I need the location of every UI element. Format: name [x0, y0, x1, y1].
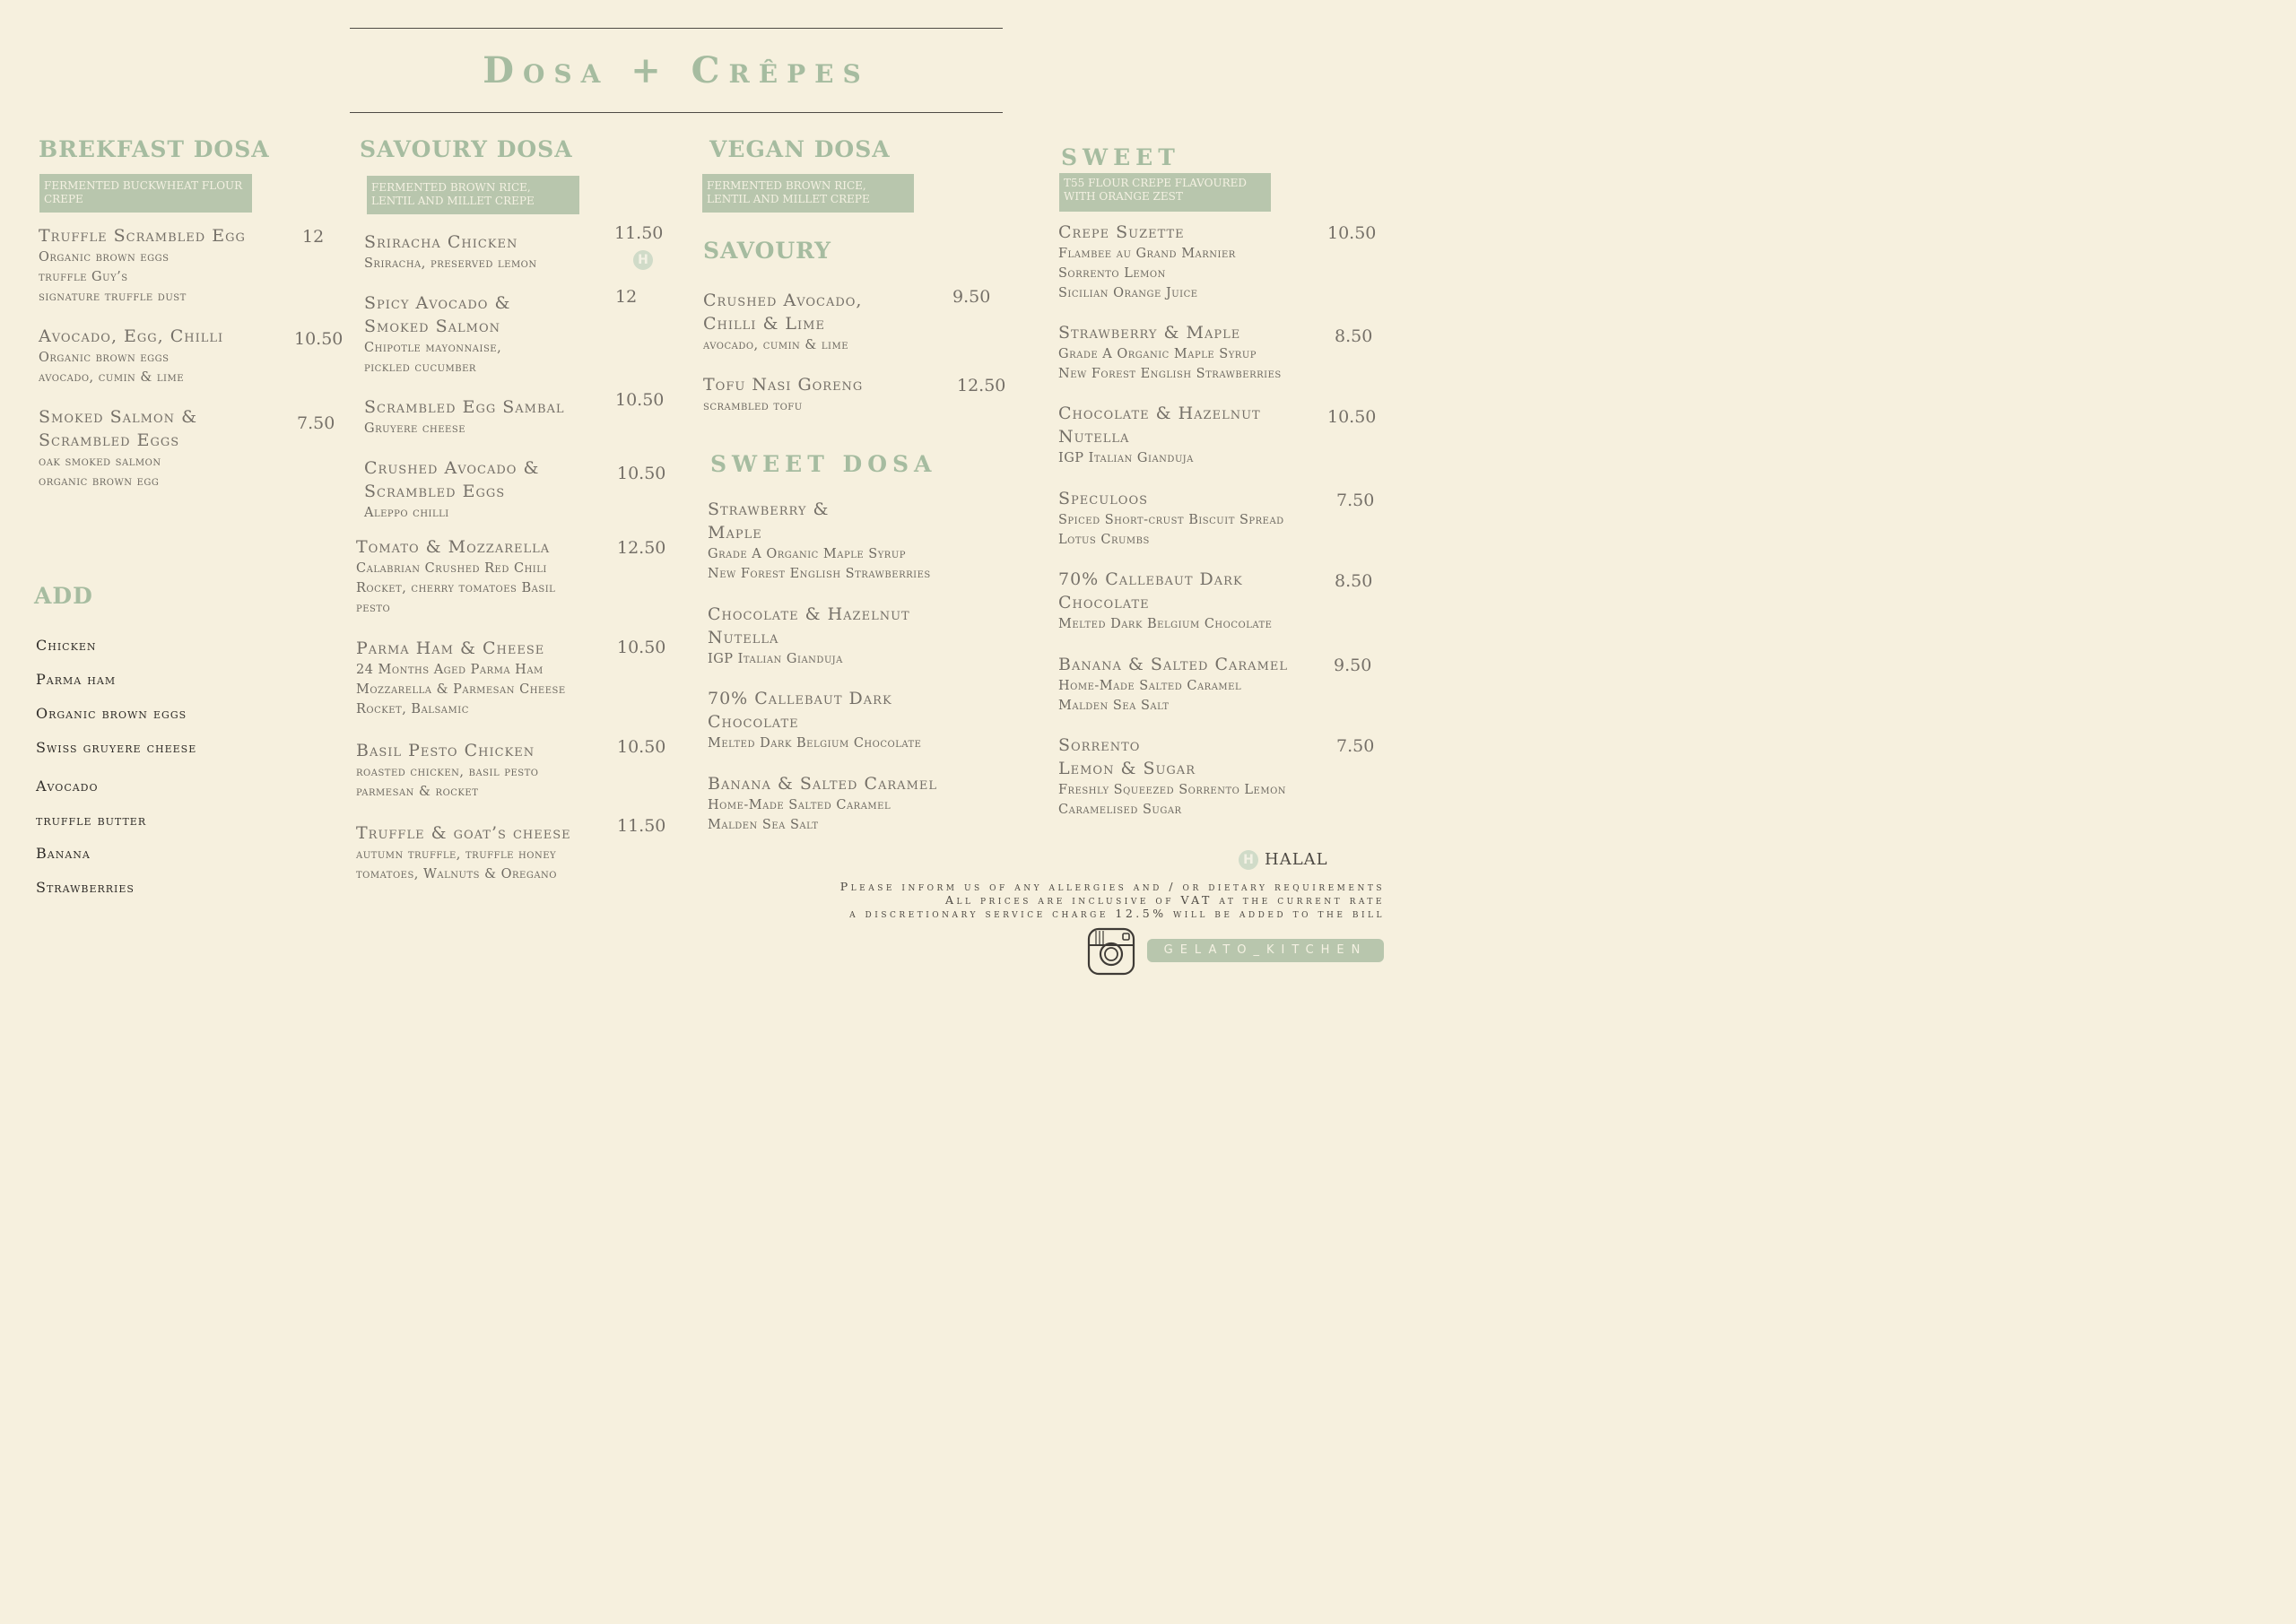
menu-item: [708, 498, 995, 584]
menu-item: [1058, 653, 1336, 716]
menu-item: [356, 821, 612, 884]
item-name: Smoked Salmon & Scrambled Eggs: [39, 407, 197, 450]
title-rule-bottom: [350, 112, 1003, 113]
item-description: oak smoked salmon organic brown egg: [39, 455, 161, 489]
menu-item: [356, 739, 612, 802]
halal-label: HALAL: [1265, 850, 1328, 869]
item-price: 7.50: [297, 413, 335, 433]
item-description: 24 Months Aged Parma Ham Mozzarella & Parmesan Cheese Rocket, Balsamic: [356, 663, 566, 716]
item-name: Truffle Scrambled Egg: [39, 226, 246, 246]
item-description: Freshly Squeezed Sorrento Lemon Caramelised Sugar: [1058, 783, 1287, 817]
menu-item: [39, 325, 294, 387]
item-name: Strawberry & Maple: [708, 499, 830, 543]
sweet-badge: T55 FLOUR CREPE FLAVOURED WITH ORANGE ZEST: [1059, 173, 1271, 212]
note-line: a discretionary service charge 12.5% will be added to the bill: [849, 907, 1385, 920]
item-name: Avocado, Egg, Chilli: [39, 326, 224, 346]
item-description: IGP Italian Gianduja: [708, 652, 843, 666]
menu-item: [356, 637, 612, 719]
item-description: IGP Italian Gianduja: [1058, 451, 1194, 465]
item-price: 10.50: [617, 737, 666, 757]
item-name: Truffle & goat’s cheese: [356, 823, 571, 843]
sweet-dosa-title: SWEET DOSA: [710, 451, 937, 477]
item-description: Home-Made Salted Caramel Malden Sea Salt: [1058, 679, 1242, 713]
item-name: 70% Callebaut Dark Chocolate: [1058, 569, 1243, 612]
halal-icon: H: [1239, 850, 1258, 870]
item-price: 12: [302, 227, 325, 247]
item-description: Grade A Organic Maple Syrup New Forest English Strawberries: [708, 547, 931, 581]
item-price: 10.50: [294, 329, 344, 349]
savoury-title: SAVOURY DOSA: [360, 136, 573, 162]
item-name: Tofu Nasi Goreng: [703, 375, 864, 395]
menu-item: [364, 395, 611, 439]
add-item: Banana: [36, 845, 91, 862]
add-item: Parma ham: [36, 671, 117, 688]
item-name: Chocolate & Hazelnut Nutella: [708, 604, 910, 647]
item-name: Parma Ham & Cheese: [356, 638, 545, 658]
item-price: 10.50: [1327, 223, 1377, 243]
item-price: 7.50: [1336, 736, 1375, 756]
item-name: Sorrento Lemon & Sugar: [1058, 735, 1196, 778]
breakfast-title: BREKFAST DOSA: [39, 136, 270, 162]
breakfast-badge: FERMENTED BUCKWHEAT FLOUR CREPE: [39, 174, 252, 213]
halal-icon: H: [633, 250, 653, 270]
item-price: 10.50: [1327, 407, 1377, 427]
savoury-badge: FERMENTED BROWN RICE, LENTIL AND MILLET CREPE: [367, 176, 579, 214]
item-description: Spiced Short-crust Biscuit Spread Lotus Crumbs: [1058, 513, 1284, 547]
instagram-icon[interactable]: [1087, 927, 1135, 976]
add-title: ADD: [34, 583, 93, 609]
menu-item: [356, 535, 612, 618]
item-description: autumn truffle, truffle honey tomatoes, Walnuts & Oregano: [356, 847, 557, 881]
add-item: Swiss gruyere cheese: [36, 739, 197, 756]
menu-item: [1058, 402, 1336, 468]
menu-item: [39, 224, 294, 307]
menu-item: [703, 289, 945, 355]
item-name: Basil Pesto Chicken: [356, 741, 535, 760]
menu-item: [1058, 221, 1336, 303]
menu-item: [1058, 321, 1336, 384]
menu-item: [39, 405, 294, 491]
item-name: Crushed Avocado, Chilli & Lime: [703, 291, 863, 334]
item-price: 10.50: [617, 638, 666, 657]
item-price: 10.50: [615, 390, 665, 410]
menu-item: [1058, 487, 1345, 550]
item-price: 12.50: [617, 538, 666, 558]
item-description: Organic brown eggs truffle Guy’s signature truffle dust: [39, 250, 187, 304]
note-line: Please inform us of any allergies and / or dietary requirements: [839, 880, 1385, 893]
vegan-title: VEGAN DOSA: [709, 136, 891, 162]
item-price: 8.50: [1335, 326, 1373, 346]
item-price: 7.50: [1336, 491, 1375, 510]
item-description: Organic brown eggs avocado, cumin & lime: [39, 351, 185, 385]
add-item: Chicken: [36, 637, 97, 654]
menu-item: [1058, 568, 1336, 634]
item-name: Scrambled Egg Sambal: [364, 397, 565, 417]
item-price: 10.50: [617, 464, 666, 483]
item-name: Spicy Avocado & Smoked Salmon: [364, 293, 511, 336]
item-name: Crepe Suzette: [1058, 222, 1185, 242]
menu-title: Dosa + Crêpes: [483, 49, 870, 91]
item-description: Calabrian Crushed Red Chili Rocket, cherry tomatoes Basil pesto: [356, 561, 556, 615]
item-description: scrambled tofu: [703, 399, 803, 413]
item-price: 11.50: [617, 816, 666, 836]
item-name: Banana & Salted Caramel: [1058, 655, 1289, 674]
item-price: 12.50: [957, 376, 1006, 395]
note-line: All prices are inclusive of VAT at the current rate: [944, 893, 1385, 907]
menu-item: [708, 687, 995, 753]
menu-item: [1058, 734, 1345, 820]
item-name: Strawberry & Maple: [1058, 323, 1241, 343]
add-item: truffle butter: [36, 812, 147, 829]
item-description: Flambee au Grand Marnier Sorrento Lemon Sicilian Orange Juice: [1058, 247, 1236, 300]
title-rule-top: [350, 28, 1003, 29]
menu-item: [703, 373, 945, 416]
item-description: avocado, cumin & lime: [703, 338, 849, 352]
add-item: Organic brown eggs: [36, 705, 187, 722]
item-price: 8.50: [1335, 571, 1373, 591]
item-price: 9.50: [952, 287, 991, 307]
vegan-savoury-subtitle: SAVOURY: [703, 238, 832, 264]
item-description: Home-Made Salted Caramel Malden Sea Salt: [708, 798, 891, 832]
allergy-notes: [739, 880, 1385, 920]
menu-item: [364, 230, 611, 274]
sweet-title: SWEET: [1061, 144, 1180, 170]
item-price: 9.50: [1334, 656, 1372, 675]
menu-item: [364, 456, 611, 523]
item-description: Melted Dark Belgium Chocolate: [708, 736, 922, 751]
item-description: Melted Dark Belgium Chocolate: [1058, 617, 1273, 631]
menu-item: [708, 772, 995, 835]
item-description: Grade A Organic Maple Syrup New Forest English Strawberries: [1058, 347, 1282, 381]
item-name: 70% Callebaut Dark Chocolate: [708, 689, 892, 732]
item-price: 12: [615, 287, 638, 307]
instagram-handle[interactable]: GELATO_KITCHEN: [1147, 939, 1384, 962]
item-description: roasted chicken, basil pesto parmesan & rocket: [356, 765, 539, 799]
item-name: Banana & Salted Caramel: [708, 774, 938, 794]
menu-item: [708, 603, 995, 669]
item-description: Chipotle mayonnaise, pickled cucumber: [364, 341, 502, 375]
item-description: Aleppo chilli: [364, 506, 449, 520]
item-description: Gruyere cheese: [364, 421, 466, 436]
add-item: Strawberries: [36, 879, 135, 896]
item-name: Chocolate & Hazelnut Nutella: [1058, 404, 1261, 447]
item-name: Sriracha Chicken: [364, 232, 518, 252]
item-name: Speculoos: [1058, 489, 1149, 508]
vegan-badge: FERMENTED BROWN RICE, LENTIL AND MILLET CREPE: [702, 174, 914, 213]
item-description: Sriracha, preserved lemon: [364, 256, 537, 271]
item-name: Tomato & Mozzarella: [356, 537, 551, 557]
item-price: 11.50: [614, 223, 664, 243]
item-name: Crushed Avocado & Scrambled Eggs: [364, 458, 540, 501]
menu-item: [364, 291, 611, 378]
add-item: Avocado: [36, 777, 99, 795]
